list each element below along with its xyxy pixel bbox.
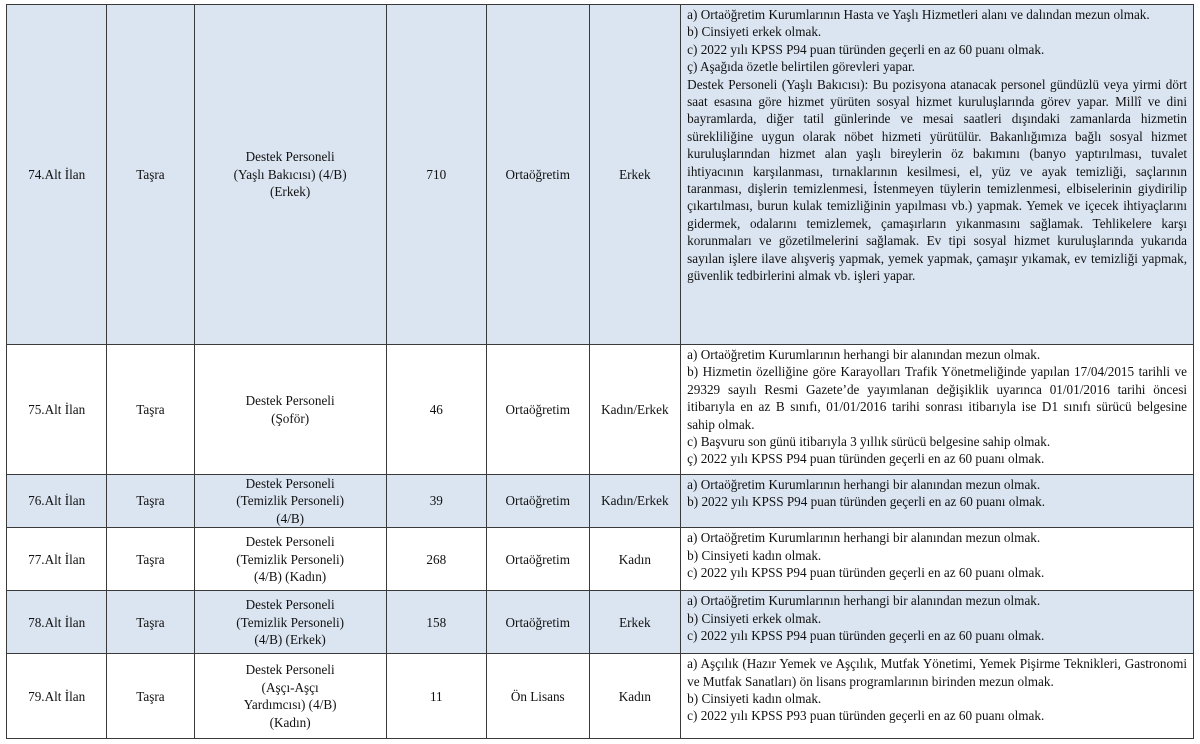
position-title-line: Destek Personeli (245, 393, 335, 409)
requirements-cell (681, 345, 1194, 475)
requirement-item: b) Cinsiyeti kadın olmak. (687, 547, 822, 563)
position-title-line: (Temizlik Personeli) (236, 551, 345, 567)
requirements-cell (681, 591, 1194, 654)
requirement-item: c) 2022 yılı KPSS P94 puan türünden geçerli en az 60 puanı olmak. (687, 628, 1045, 644)
position-title-line: Destek Personeli (245, 476, 335, 491)
requirement-item: c) 2022 yılı KPSS P94 puan türünden geçerli en az 60 puanı olmak. (687, 565, 1045, 581)
table-row (7, 654, 1194, 739)
position-title-line: Destek Personeli (245, 149, 335, 165)
table-row (7, 5, 1194, 345)
position-title-line: (4/B) (276, 510, 305, 526)
requirement-item: c) Başvuru son günü itibarıyla 3 yıllık sürücü belgesine sahip olmak. (687, 434, 1051, 450)
position-title-line: Destek Personeli (245, 534, 335, 550)
listing-number-cell (7, 5, 107, 345)
table-row (7, 475, 1194, 528)
education-level-cell-text: Ortaöğretim (505, 401, 570, 417)
location-cell-text: Taşra (136, 401, 165, 417)
position-title-cell (194, 528, 386, 591)
gender-cell (589, 591, 681, 654)
position-title-line: Destek Personeli (245, 662, 335, 678)
requirement-item: c) 2022 yılı KPSS P93 puan türünden geçerli en az 60 puanı olmak. (687, 708, 1045, 724)
gender-cell (589, 528, 681, 591)
requirement-item: b) Cinsiyeti erkek olmak. (687, 24, 822, 40)
quota-cell-text: 158 (426, 614, 447, 630)
position-title-cell (194, 591, 386, 654)
table-row (7, 528, 1194, 591)
requirement-item: a) Ortaöğretim Kurumlarının herhangi bir alanından mezun olmak. (687, 347, 1041, 362)
gender-cell-text: Erkek (619, 614, 651, 630)
education-level-cell-text: Ortaöğretim (505, 166, 570, 182)
requirement-item: ç) Aşağıda özetle belirtilen görevleri yapar. (687, 59, 915, 75)
requirement-item: b) 2022 yılı KPSS P94 puan türünden geçerli en az 60 puanı olmak. (687, 494, 1046, 510)
position-title-line: (Temizlik Personeli) (236, 614, 345, 630)
position-title-line: (Yaşlı Bakıcısı) (4/B) (233, 166, 347, 182)
education-level-cell-text: Ön Lisans (510, 688, 565, 704)
listing-number-cell-text: 74.Alt İlan (28, 166, 86, 182)
position-title-line: (Temizlik Personeli) (236, 493, 345, 509)
position-title-cell (194, 345, 386, 475)
position-title-cell (194, 5, 386, 345)
quota-cell (386, 475, 486, 528)
listing-number-cell (7, 475, 107, 528)
requirement-item: ç) 2022 yılı KPSS P94 puan türünden geçerli en az 60 puanı olmak. (687, 451, 1045, 467)
quota-cell (386, 654, 486, 739)
position-title-line: Destek Personeli (245, 597, 335, 613)
requirements-cell (681, 475, 1194, 528)
location-cell (107, 654, 194, 739)
location-cell-text: Taşra (136, 166, 165, 182)
position-title-line: (Aşçı-Aşçı (261, 679, 319, 695)
quota-cell (386, 528, 486, 591)
requirement-item: Destek Personeli (Yaşlı Bakıcısı): Bu pozisyona atanacak personel gündüzlü veya yirmi dört saat esasına göre hizmet yürüten sosyal hizmet kuruluşlarında görev yapar. Millî ve dini bayramlarda, diğer tatil günlerinde ve mesai saatleri dışındaki zamanlarda hizmetin sürekliliğine uygun olarak nöbet hizmeti yürütülür. Bakanlığımıza bağlı sosyal hizmet kuruluşlarından hizmet alan yaşlı bireylerin öz bakımını (banyo yaptırılması, tuvalet ihtiyacının karşılanması, tırnaklarının kesilmesi, el, yüz ve ayak temizliği, saçlarının taranması, dişlerin temizlenmesi, İstenmeyen tüylerin temizlenmesi, elbiselerinin giydirilip çıkartılması, burun kulak temizliğinin yapılması vb.) yapmak. Yemek ve içecek ihtiyaçlarını gidermek, odalarını temizlemek, çamaşırların yıkanmasını sağlamak. Tehlikelere karşı korunmaları ve gözetilmelerini sağlamak. Ev tipi sosyal hizmet kuruluşlarında yukarıda sayılan işlere ilave alışveriş yapmak, yemek yapmak, çamaşır yıkamak, ev temizliği yapmak, güvenlik tedbirlerini almak vb. işleri yapar. (687, 76, 1187, 284)
location-cell-text: Taşra (136, 493, 165, 509)
gender-cell-text: Kadın/Erkek (601, 493, 669, 509)
location-cell-text: Taşra (136, 551, 165, 567)
quota-cell (386, 345, 486, 475)
education-level-cell (486, 345, 589, 475)
quota-cell-text: 710 (426, 166, 447, 182)
location-cell (107, 5, 194, 345)
education-level-cell-text: Ortaöğretim (505, 614, 570, 630)
education-level-cell (486, 654, 589, 739)
location-cell-text: Taşra (136, 688, 165, 704)
gender-cell (589, 345, 681, 475)
table-row (7, 591, 1194, 654)
position-title-line: (4/B) (Kadın) (254, 568, 327, 584)
position-title-line: (4/B) (Erkek) (254, 631, 326, 647)
listing-number-cell-text: 79.Alt İlan (28, 688, 86, 704)
gender-cell-text: Erkek (619, 166, 651, 182)
listing-number-cell (7, 528, 107, 591)
requirement-item: a) Ortaöğretim Kurumlarının herhangi bir alanından mezun olmak. (687, 593, 1041, 609)
position-title-cell (194, 475, 386, 528)
location-cell (107, 345, 194, 475)
listing-number-cell-text: 77.Alt İlan (28, 551, 86, 567)
gender-cell (589, 475, 681, 528)
requirement-item: a) Ortaöğretim Kurumlarının Hasta ve Yaşlı Hizmetleri alanı ve dalından mezun olmak. (687, 7, 1150, 22)
listing-number-cell-text: 76.Alt İlan (28, 493, 86, 509)
education-level-cell (486, 591, 589, 654)
listing-number-cell-text: 78.Alt İlan (28, 614, 86, 630)
requirement-item: a) Aşçılık (Hazır Yemek ve Aşçılık, Mutfak Yönetimi, Yemek Pişirme Teknikleri, Gastronomi ve Mutfak Sanatları) ön lisans programlarının birinden mezun olmak. (687, 656, 1187, 689)
quota-cell-text: 11 (429, 688, 443, 704)
gender-cell (589, 654, 681, 739)
position-title-line: Yardımcısı) (4/B) (243, 697, 337, 713)
quota-cell-text: 268 (426, 551, 447, 567)
job-listings-table (6, 4, 1194, 739)
listing-number-cell (7, 654, 107, 739)
location-cell (107, 591, 194, 654)
education-level-cell (486, 5, 589, 345)
gender-cell-text: Kadın (618, 688, 651, 704)
quota-cell-text: 46 (429, 401, 443, 417)
listing-number-cell-text: 75.Alt İlan (28, 401, 86, 417)
quota-cell (386, 5, 486, 345)
education-level-cell-text: Ortaöğretim (505, 551, 570, 567)
position-title-line: (Kadın) (269, 714, 311, 730)
requirements-cell (681, 5, 1194, 345)
requirement-item: c) 2022 yılı KPSS P94 puan türünden geçerli en az 60 puanı olmak. (687, 41, 1045, 57)
gender-cell-text: Kadın (618, 551, 651, 567)
requirement-item: b) Cinsiyeti kadın olmak. (687, 691, 822, 707)
requirements-cell (681, 654, 1194, 739)
location-cell (107, 475, 194, 528)
quota-cell-text: 39 (429, 493, 443, 509)
location-cell (107, 528, 194, 591)
position-title-line: (Şoför) (271, 410, 310, 426)
education-level-cell (486, 475, 589, 528)
requirements-cell (681, 528, 1194, 591)
gender-cell-text: Kadın/Erkek (601, 401, 669, 417)
listing-number-cell (7, 591, 107, 654)
location-cell-text: Taşra (136, 614, 165, 630)
education-level-cell-text: Ortaöğretim (505, 493, 570, 509)
education-level-cell (486, 528, 589, 591)
listing-number-cell (7, 345, 107, 475)
requirement-item: b) Hizmetin özelliğine göre Karayolları Trafik Yönetmeliğinde yapılan 17/04/2015 tarihli ve 29329 sayılı Resmi Gazete’de yayımlanan değişiklik uyarınca 01/01/2016 tarihi öncesi itibarıyla en az B sınıfı, 01/01/2016 tarihi sonrası itibarıyla ise D1 sınıfı sürücü belgesine sahip olmak. (687, 364, 1187, 432)
requirement-item: a) Ortaöğretim Kurumlarının herhangi bir alanından mezun olmak. (687, 477, 1041, 492)
requirement-item: a) Ortaöğretim Kurumlarının herhangi bir alanından mezun olmak. (687, 530, 1041, 546)
requirement-item: b) Cinsiyeti erkek olmak. (687, 610, 822, 626)
position-title-line: (Erkek) (269, 184, 311, 200)
position-title-cell (194, 654, 386, 739)
gender-cell (589, 5, 681, 345)
table-row (7, 345, 1194, 475)
quota-cell (386, 591, 486, 654)
